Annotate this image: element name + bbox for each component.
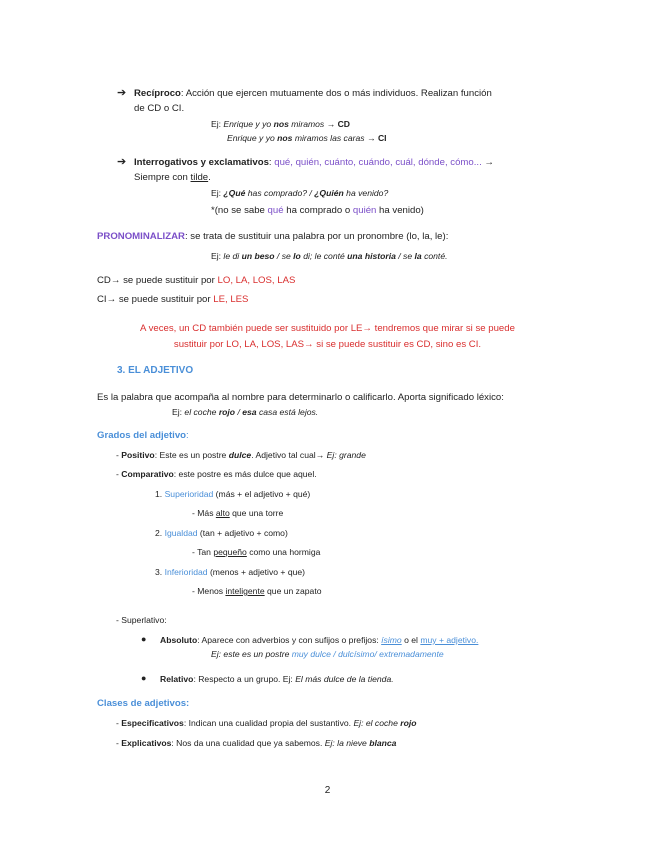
ex-text: Ej: este es un postre bbox=[211, 649, 292, 659]
reciproco-example-1 bbox=[211, 118, 350, 130]
ex-text: Ej: el coche bbox=[353, 718, 401, 728]
ex-text: / bbox=[235, 407, 243, 417]
text: que una torre bbox=[229, 508, 284, 518]
dash: - bbox=[116, 450, 122, 460]
text: que un zapato bbox=[264, 586, 322, 596]
interrogativos-example bbox=[211, 187, 388, 199]
adjetivo-example bbox=[172, 406, 318, 418]
ex-text: di; le conté bbox=[300, 251, 348, 261]
ci-line bbox=[97, 294, 248, 306]
ex-bold: CD bbox=[337, 119, 350, 129]
reciproco-term: Recíproco bbox=[134, 88, 181, 99]
text: - Menos bbox=[192, 586, 226, 596]
interrogativos-list: qué, quién, cuánto, cuándo, cuál, dónde, cómo... bbox=[274, 157, 482, 168]
red-pronouns: LO, LA, LOS, LAS bbox=[217, 275, 296, 286]
ex-text: miramos → bbox=[288, 119, 338, 129]
igualdad-term: Igualdad bbox=[164, 528, 198, 538]
text: ha comprado o bbox=[283, 205, 353, 216]
colon: : bbox=[186, 430, 189, 441]
ex-bold: CI bbox=[377, 133, 387, 143]
arrow-bullet-icon: ➔ bbox=[117, 156, 127, 168]
dash: - bbox=[116, 718, 122, 728]
warning-line-1: A veces, un CD también puede ser sustituido por LE→ tendremos que mirar si se puede bbox=[140, 323, 515, 334]
inferioridad-example bbox=[192, 585, 322, 597]
ex-bold: rojo bbox=[400, 718, 417, 728]
grados-title: Grados del adjetivo bbox=[97, 430, 187, 441]
reciproco-line2: de CD o CI. bbox=[134, 103, 185, 114]
ex-bold: la bbox=[414, 251, 422, 261]
interrogativos-note bbox=[211, 205, 424, 217]
ex-text: miramos las caras → bbox=[292, 133, 378, 143]
ex-prefix: Ej: bbox=[211, 188, 224, 198]
ex-bold: un beso bbox=[241, 251, 275, 261]
ex-bold: esa bbox=[242, 407, 257, 417]
inferioridad-term: Inferioridad bbox=[164, 567, 208, 577]
ex-bold: nos bbox=[273, 119, 289, 129]
comparativo-line bbox=[116, 468, 317, 480]
interrogativos-line2 bbox=[134, 172, 211, 184]
adjetivo-intro: Es la palabra que acompaña al nombre para determinarlo o calificarlo. Aporta significado léxico: bbox=[97, 392, 504, 403]
red-pronouns: LE, LES bbox=[213, 294, 249, 305]
text: : Nos da una cualidad que ya sabemos. bbox=[171, 738, 325, 748]
ex-text: Ej: grande bbox=[326, 450, 366, 460]
clases-heading: Clases de adjetivos: bbox=[97, 698, 190, 709]
interrogativos-term: Interrogativos y exclamativos bbox=[134, 157, 269, 168]
underlined-word: inteligente bbox=[225, 586, 265, 596]
muy-adjetivo-link: muy + adjetivo. bbox=[420, 635, 479, 645]
ex-bold: blanca bbox=[369, 738, 397, 748]
ex-bold: nos bbox=[277, 133, 293, 143]
bullet-dot-icon: ● bbox=[141, 673, 147, 683]
reciproco-def: : Acción que ejercen mutuamente dos o más individuos. Realizan función bbox=[180, 88, 492, 99]
ex-text: has comprado? / bbox=[245, 188, 315, 198]
comparativo-term: Comparativo bbox=[121, 469, 174, 479]
text: : Indican una cualidad propia del sustantivo. bbox=[183, 718, 354, 728]
ex-prefix: Ej: bbox=[211, 251, 224, 261]
positivo-line bbox=[116, 449, 366, 461]
ex-text: casa está lejos. bbox=[256, 407, 319, 417]
page-number: 2 bbox=[324, 785, 331, 796]
pronominalizar-line bbox=[97, 231, 448, 243]
superlativo-heading: - Superlativo: bbox=[116, 615, 167, 625]
ex-bold: rojo bbox=[218, 407, 236, 417]
ex-blue: muy dulce / dulcísimo/ extremadamente bbox=[291, 649, 444, 659]
text: : Este es un postre bbox=[154, 450, 229, 460]
ex-text: le di bbox=[223, 251, 242, 261]
igualdad-example bbox=[192, 546, 320, 558]
relativo-line bbox=[160, 673, 394, 685]
section-heading: 3. EL ADJETIVO bbox=[117, 365, 194, 376]
number: 2. bbox=[155, 528, 165, 538]
ex-bold: ¿Qué bbox=[223, 188, 246, 198]
cd-line bbox=[97, 275, 295, 287]
especificativos-term: Especificativos bbox=[121, 718, 184, 728]
reciproco-example-2 bbox=[227, 132, 387, 144]
ex-text: Enrique y yo bbox=[227, 133, 278, 143]
tilde-underlined: tilde bbox=[190, 172, 209, 183]
ex-prefix: Ej: bbox=[211, 119, 224, 129]
ex-prefix: Ej: bbox=[172, 407, 185, 417]
grados-heading bbox=[97, 430, 189, 442]
text: o el bbox=[401, 635, 421, 645]
underlined-word: pequeño bbox=[213, 547, 247, 557]
ex-bold: una historia bbox=[347, 251, 396, 261]
text: CD→ se puede sustituir por bbox=[97, 275, 218, 286]
positivo-term: Positivo bbox=[121, 450, 155, 460]
colon: : bbox=[268, 157, 275, 168]
text: *(no se sabe bbox=[211, 205, 268, 216]
dash: - bbox=[116, 738, 122, 748]
arrow: → bbox=[481, 157, 494, 168]
text: (menos + adjetivo + que) bbox=[207, 567, 306, 577]
pronominalizar-example bbox=[211, 250, 448, 262]
inferioridad-line bbox=[155, 566, 305, 578]
ex-bold: ¿Quién bbox=[314, 188, 344, 198]
isimo-link: ísimo bbox=[381, 635, 402, 645]
relativo-term: Relativo bbox=[160, 674, 194, 684]
superioridad-example bbox=[192, 507, 283, 519]
ex-bold: lo bbox=[293, 251, 301, 261]
text: : Aparece con adverbios y con sufijos o prefijos: bbox=[197, 635, 382, 645]
text: - Más bbox=[192, 508, 216, 518]
text: (tan + adjetivo + como) bbox=[197, 528, 288, 538]
ex-text: conté. bbox=[421, 251, 448, 261]
text: . bbox=[208, 172, 211, 183]
superioridad-line bbox=[155, 488, 310, 500]
dash: - bbox=[116, 469, 122, 479]
ex-text: el coche bbox=[184, 407, 219, 417]
number: 3. bbox=[155, 567, 165, 577]
text: CI→ se puede sustituir por bbox=[97, 294, 214, 305]
number: 1. bbox=[155, 489, 165, 499]
arrow-bullet-icon: ➔ bbox=[117, 87, 127, 99]
text: (más + el adjetivo + qué) bbox=[213, 489, 311, 499]
purple-word: quién bbox=[352, 205, 377, 216]
absoluto-line bbox=[160, 634, 478, 646]
text: ha venido) bbox=[376, 205, 424, 216]
absoluto-term: Absoluto bbox=[160, 635, 198, 645]
reciproco-line bbox=[134, 88, 492, 100]
text: . Adjetivo tal cual→ bbox=[251, 450, 327, 460]
absoluto-example bbox=[211, 648, 444, 660]
pronominalizar-term: PRONOMINALIZAR bbox=[97, 231, 185, 242]
ex-text: Ej: la nieve bbox=[324, 738, 370, 748]
bullet-dot-icon: ● bbox=[141, 634, 147, 644]
text: : Respecto a un grupo. Ej: bbox=[193, 674, 296, 684]
explicativos-line bbox=[116, 737, 396, 749]
warning-line-2: sustituir por LO, LA, LOS, LAS→ si se puede sustituir es CD, sino es CI. bbox=[173, 339, 482, 350]
especificativos-line bbox=[116, 717, 416, 729]
interrogativos-line bbox=[134, 157, 494, 169]
underlined-word: alto bbox=[215, 508, 230, 518]
igualdad-line bbox=[155, 527, 288, 539]
text: - Tan bbox=[192, 547, 214, 557]
text: : este postre es más dulce que aquel. bbox=[173, 469, 317, 479]
ex-text: / se bbox=[274, 251, 294, 261]
purple-word: qué bbox=[267, 205, 284, 216]
ex-text: ha venido? bbox=[343, 188, 389, 198]
text: Siempre con bbox=[134, 172, 191, 183]
ex-bold: dulce bbox=[228, 450, 252, 460]
ex-text: Enrique y yo bbox=[223, 119, 274, 129]
ex-text: El más dulce de la tienda. bbox=[295, 674, 394, 684]
explicativos-term: Explicativos bbox=[121, 738, 172, 748]
text: como una hormiga bbox=[246, 547, 321, 557]
superioridad-term: Superioridad bbox=[164, 489, 214, 499]
ex-text: / se bbox=[395, 251, 415, 261]
pronominalizar-def: : se trata de sustituir una palabra por un pronombre (lo, la, le): bbox=[184, 231, 449, 242]
